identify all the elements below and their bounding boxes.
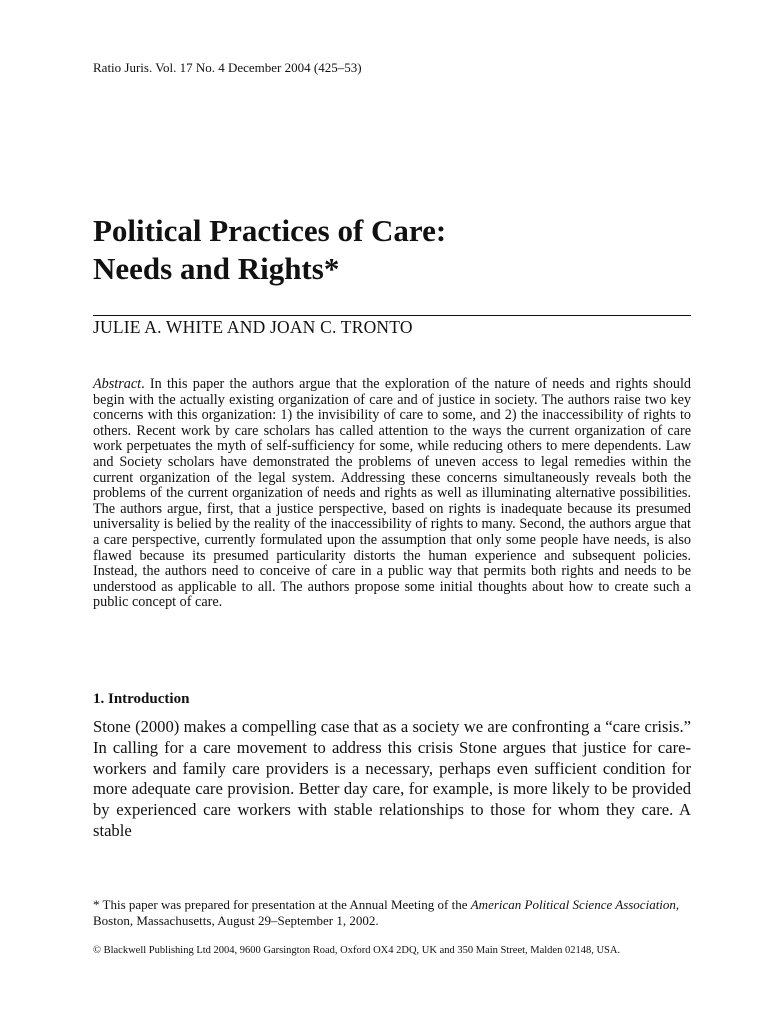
copyright-notice: © Blackwell Publishing Ltd 2004, 9600 Garsington Road, Oxford OX4 2DQ, UK and 350 Main Street, Malden 02148, USA. bbox=[93, 945, 621, 956]
title-divider bbox=[93, 315, 691, 316]
article-title-line-1: Political Practices of Care: bbox=[93, 213, 447, 248]
footnote bbox=[93, 897, 691, 929]
article-authors: JULIE A. WHITE AND JOAN C. TRONTO bbox=[93, 317, 413, 337]
footnote-organization: American Political Science Association bbox=[470, 897, 676, 912]
journal-reference: Ratio Juris. Vol. 17 No. 4 December 2004 (425–53) bbox=[93, 60, 362, 75]
abstract-label: Abstract bbox=[93, 376, 142, 392]
introduction-paragraph: Stone (2000) makes a compelling case that as a society we are confronting a “care crisis.” In calling for a care movement to address this crisis Stone argues that justice for care-workers and family care providers is a necessary, perhaps even sufficient condition for more adequate care provision. Better day care, for example, is more likely to be provided by experienced care workers with stable relationships to those for whom they care. A stable bbox=[93, 717, 691, 840]
article-title-line-2: Needs and Rights* bbox=[93, 251, 340, 286]
footnote-suffix: , Boston, Massachusetts, August 29–September 1, 2002. bbox=[93, 897, 680, 928]
section-heading-introduction: 1. Introduction bbox=[93, 691, 190, 707]
abstract-text: . In this paper the authors argue that the exploration of the nature of needs and rights should begin with the actually existing organization of care and of justice in society. The authors raise two key concerns with this organization: 1) the invisibility of care to some, and 2) the inaccessibility of rights to others. Recent work by care scholars has called attention to the ways the current organization of care work perpetuates the myth of self-sufficiency for some, while reducing others to mere dependents. Law and Society scholars have demonstrated the problems of uneven access to legal remedies within the current organization of the legal system. Addressing these concerns simultaneously reveals both the problems of the current organization of needs and rights as well as illuminating alternative possibilities. The authors argue, first, that a justice perspective, based on rights is inadequate because its presumed universality is belied by the reality of the inaccessibility of rights to many. Second, the authors argue that a care perspective, currently formulated upon the assumption that only some people have needs, is also flawed because its presumed particularity distorts the human experience and subsequent policies. Instead, the authors need to conceive of care in a public way that permits both rights and needs to be understood as applicable to all. The authors propose some initial thoughts about how to create such a public concept of care. bbox=[93, 376, 691, 611]
article-title bbox=[93, 212, 693, 288]
abstract-paragraph bbox=[93, 377, 691, 611]
footnote-prefix: * This paper was prepared for presentation at the Annual Meeting of the bbox=[93, 897, 471, 912]
